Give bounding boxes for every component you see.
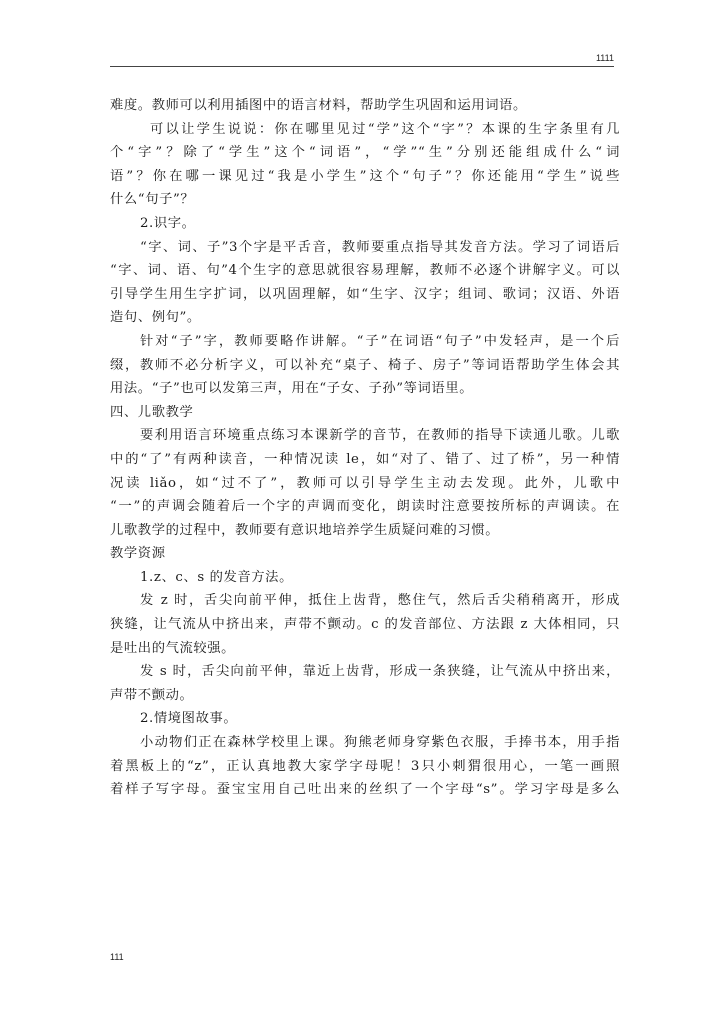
text-line: 儿歌教学的过程中，教师要有意识地培养学生质疑问难的习惯。 bbox=[110, 522, 500, 538]
text-line: 造句、例句”。 bbox=[110, 310, 201, 326]
text-line: 是吐出的气流较强。 bbox=[110, 640, 236, 656]
text-line: 针对“子”字，教师要略作讲解。“子”在词语“句子”中发轻声，是一个后 bbox=[140, 333, 620, 349]
header-rule bbox=[110, 66, 614, 67]
text-line: 难度。教师可以利用插图中的语言材料，帮助学生巩固和运用词语。 bbox=[110, 98, 527, 113]
text-line: 2.识字。 bbox=[140, 215, 196, 231]
text-line: 什么“句子”？ bbox=[110, 192, 195, 208]
text-line: 发 z 时，舌尖向前平伸，抵住上齿背，憋住气，然后舌尖稍稍离开，形成 bbox=[140, 593, 620, 609]
text-line: “一”的声调会随着后一个字的声调而变化，朗读时注意要按所标的声调读。在 bbox=[110, 499, 620, 515]
text-line: 小动物们正在森林学校里上课。狗熊老师身穿紫色衣服，手捧书本，用手指 bbox=[140, 735, 620, 751]
text-line: 个“字”？除了“学生”这个“词语”，“学”“生”分别还能组成什么“词 bbox=[110, 145, 620, 161]
text-line: 可以让学生说说：你在哪里见过“学”这个“字”？本课的生字条里有几 bbox=[150, 121, 620, 137]
text-line: 四、儿歌教学 bbox=[110, 404, 194, 420]
text-line: 况读 liǎo，如“过不了”，教师可以引导学生主动去发现。此外，儿歌中 bbox=[110, 475, 620, 491]
text-line: 着黑板上的“z”，正认真地教大家学字母呢！3只小刺猬很用心，一笔一画照 bbox=[110, 758, 620, 774]
text-line: 引导学生用生字扩词，以巩固理解，如“生字、汉字；组词、歌词；汉语、外语 bbox=[110, 286, 620, 302]
text-line: 用法。“子”也可以发第三声，用在“子女、子孙”等词语里。 bbox=[110, 381, 474, 397]
text-line: 2.情境图故事。 bbox=[140, 711, 238, 727]
text-line: 语”？你在哪一课见过“我是小学生”这个“句子”？你还能用“学生”说些 bbox=[110, 168, 620, 184]
text-line: 发 s 时，舌尖向前平伸，靠近上齿背，形成一条狭缝，让气流从中挤出来， bbox=[140, 664, 620, 680]
text-line: 声带不颤动。 bbox=[110, 687, 194, 703]
text-line: 着样子写字母。蚕宝宝用自己吐出来的丝织了一个字母“s”。学习字母是多么 bbox=[110, 782, 620, 798]
document-body bbox=[110, 94, 620, 802]
text-line: “字、词、语、句”4个生字的意思就很容易理解，教师不必逐个讲解字义。可以 bbox=[110, 263, 620, 279]
text-line: 1.z、c、s 的发音方法。 bbox=[140, 569, 293, 585]
text-line: 狭缝，让气流从中挤出来，声带不颤动。c 的发音部位、方法跟 z 大体相同，只 bbox=[110, 617, 620, 633]
header-page-number: 1111 bbox=[595, 53, 614, 63]
text-line: “字、词、子”3个字是平舌音，教师要重点指导其发音方法。学习了词语后 bbox=[140, 239, 620, 255]
footer-page-number: 111 bbox=[110, 952, 124, 962]
text-line: 教学资源 bbox=[110, 546, 166, 562]
text-line: 中的“了”有两种读音，一种情况读 le，如“对了、错了、过了桥”，另一种情 bbox=[110, 451, 620, 467]
text-line: 要利用语言环境重点练习本课新学的音节，在教师的指导下读通儿歌。儿歌 bbox=[140, 428, 620, 444]
text-line: 缀，教师不必分析字义，可以补充“桌子、椅子、房子”等词语帮助学生体会其 bbox=[110, 357, 620, 373]
